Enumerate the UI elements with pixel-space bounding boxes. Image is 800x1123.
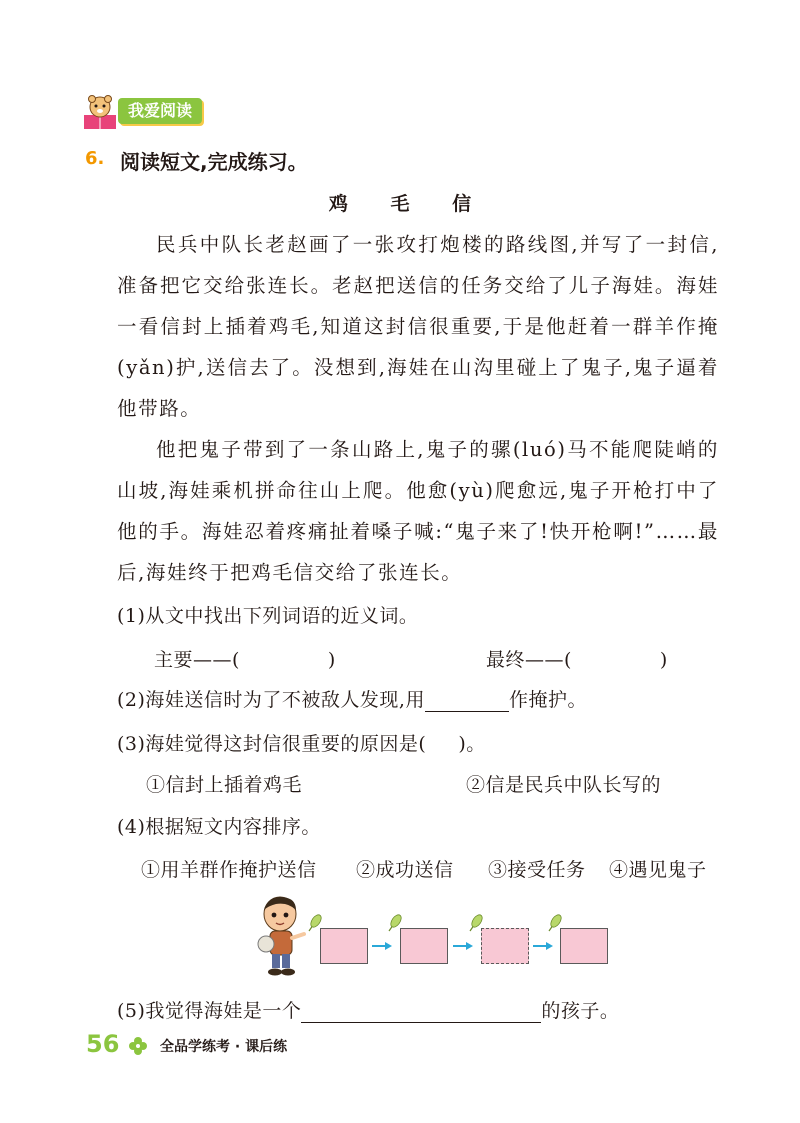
reading-mascot-icon <box>82 93 122 133</box>
reading-section-header <box>82 93 212 133</box>
q4-option-1: ①用羊群作掩护送信 <box>141 859 317 881</box>
q2-answer-blank[interactable] <box>425 687 509 712</box>
question-instruction: 阅读短文,完成练习。 <box>120 150 308 174</box>
arrow-right-icon <box>372 941 392 951</box>
q1-item-a-close: ) <box>327 649 336 671</box>
boy-running-icon <box>254 894 314 978</box>
q1-item-b <box>486 645 668 672</box>
q3-line <box>117 729 486 756</box>
sequence-box-2[interactable] <box>400 928 448 964</box>
q4-option-4: ④遇见鬼子 <box>609 859 707 881</box>
sequence-box-1[interactable] <box>320 928 368 964</box>
q1-item-a <box>154 645 336 672</box>
q1-item-b-label: 最终——( <box>486 649 572 671</box>
book-title: 全品学练考 · 课后练 <box>160 1039 288 1055</box>
q5-answer-blank[interactable] <box>301 998 541 1023</box>
question-number: 6. <box>85 148 105 169</box>
q3-option-2: ②信是民兵中队长写的 <box>466 774 662 796</box>
sequence-box-3[interactable] <box>481 928 529 964</box>
article-paragraph-1: 民兵中队长老赵画了一张攻打炮楼的路线图,并写了一封信,准备把它交给张连长。老赵把送信的任务交给了儿子海娃。海娃一看信封上插着鸡毛,知道这封信很重要,于是他赶着一群羊作掩(yǎn)护,送信去了。没想到,海娃在山沟里碰上了鬼子,鬼子逼着他带路。 <box>117 233 719 420</box>
q2-suffix: 作掩护。 <box>508 689 587 711</box>
article-paragraph-2: 他把鬼子带到了一条山路上,鬼子的骡(luó)马不能爬陡峭的山坡,海娃乘机拼命往山上爬。他愈(yù)爬愈远,鬼子开枪打中了他的手。海娃忍着疼痛扯着嗓子喊:“鬼子来了!快开枪啊!”……最后,海娃终于把鸡毛信交给了张连长。 <box>117 438 719 584</box>
q5-suffix: 的孩子。 <box>541 1000 620 1022</box>
sequence-box-4[interactable] <box>560 928 608 964</box>
section-badge-label: 我爱阅读 <box>118 98 202 124</box>
q5-line <box>117 996 619 1023</box>
q2-prompt: (2)海娃送信时为了不被敌人发现,用 <box>117 689 425 711</box>
article-title: 鸡 毛 信 <box>328 193 490 215</box>
q3-prompt-end: )。 <box>458 733 486 755</box>
clover-icon <box>128 1036 148 1056</box>
q4-option-2: ②成功送信 <box>356 859 454 881</box>
page-number: 56 <box>86 1030 120 1058</box>
arrow-right-icon <box>453 941 473 951</box>
q5-prompt: (5)我觉得海娃是一个 <box>117 1000 302 1022</box>
arrow-right-icon <box>533 941 553 951</box>
q1-item-a-label: 主要——( <box>154 649 240 671</box>
q3-option-1: ①信封上插着鸡毛 <box>146 774 303 796</box>
q1-prompt: (1)从文中找出下列词语的近义词。 <box>117 605 419 627</box>
q4-prompt: (4)根据短文内容排序。 <box>117 816 321 838</box>
q4-option-3: ③接受任务 <box>488 859 586 881</box>
q3-prompt: (3)海娃觉得这封信很重要的原因是( <box>117 733 427 755</box>
q2-line <box>117 685 587 712</box>
q1-item-b-close: ) <box>659 649 668 671</box>
